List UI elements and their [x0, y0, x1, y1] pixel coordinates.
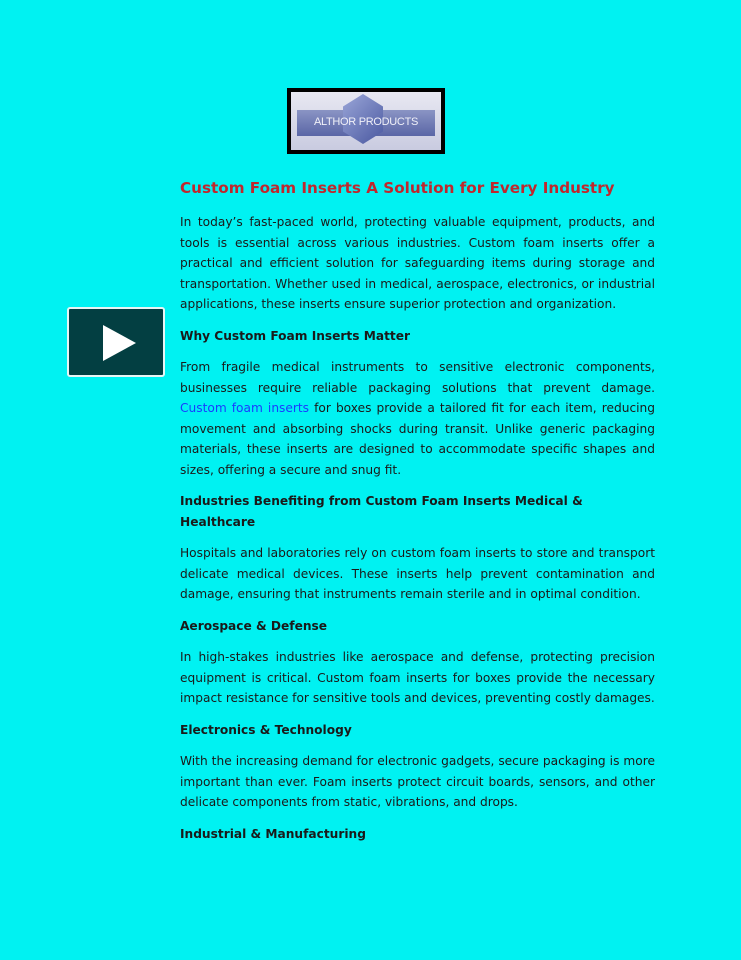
- logo-text: ALTHOR PRODUCTS: [313, 116, 419, 128]
- section-heading: Electronics & Technology: [180, 722, 352, 737]
- intro-paragraph: In today’s fast-paced world, protecting valuable equipment, products, and tools is essential across various industries. Custom foam inserts offer a practical and efficient solution for safeguarding items during storage and transportation. Whether used in medical, aerospace, electronics, or industrial applications, these inserts ensure superior protection and organization.: [180, 215, 655, 311]
- section-heading: Industries Benefiting from Custom Foam Inserts Medical & Healthcare: [180, 494, 583, 529]
- section-heading: Aerospace & Defense: [180, 618, 328, 633]
- article: [180, 178, 655, 855]
- section-heading: Why Custom Foam Inserts Matter: [180, 328, 411, 343]
- article-title: Custom Foam Inserts A Solution for Every Industry: [180, 179, 615, 197]
- play-icon: [101, 324, 137, 362]
- althor-products-logo: [287, 88, 445, 154]
- section-paragraph: Hospitals and laboratories rely on custom foam inserts to store and transport delicate medical devices. These inserts help prevent contamination and damage, ensuring that instruments remain sterile and in optimal condition.: [180, 546, 655, 601]
- text: From fragile medical instruments to sensitive electronic components, businesses require reliable packaging solutions that prevent damage.: [180, 360, 655, 395]
- section-paragraph: In high-stakes industries like aerospace and defense, protecting precision equipment is critical. Custom foam inserts for boxes provide the necessary impact resistance for sensitive tools and devices, preventing costly damages.: [180, 650, 655, 705]
- text: for boxes provide a tailored fit for each item, reducing movement and absorbing shocks during transit. Unlike generic packaging materials, these inserts are designed to accommodate specific shapes and sizes, offering a secure and snug fit.: [180, 401, 656, 477]
- custom-foam-inserts-link[interactable]: Custom foam inserts: [180, 401, 310, 415]
- play-button[interactable]: [67, 307, 165, 377]
- section-paragraph: With the increasing demand for electronic gadgets, secure packaging is more important than ever. Foam inserts protect circuit boards, sensors, and other delicate components from static, vibrations, and drops.: [180, 754, 655, 809]
- section-heading: Industrial & Manufacturing: [180, 826, 366, 841]
- why-paragraph: [180, 357, 655, 480]
